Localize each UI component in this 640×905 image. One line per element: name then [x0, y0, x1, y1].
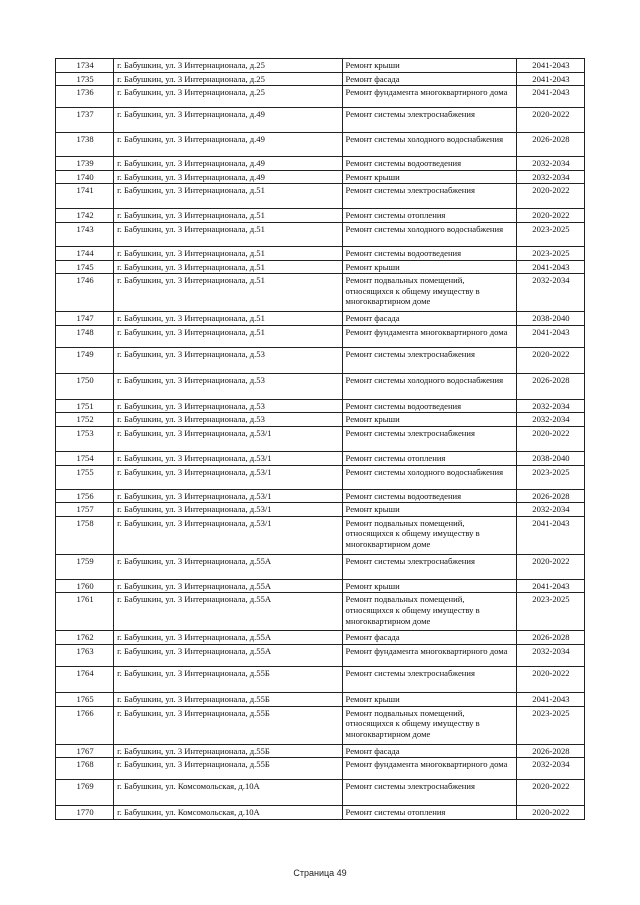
cell-number: 1737: [56, 108, 114, 133]
table-row: [56, 170, 585, 184]
table-row: [56, 157, 585, 171]
cell-work-type: Ремонт фундамента многоквартирного дома: [342, 325, 516, 347]
cell-period: 2023-2025: [516, 706, 584, 744]
cell-work-type: Ремонт фасада: [342, 312, 516, 326]
cell-period: 2032-2034: [516, 399, 584, 413]
cell-address: г. Бабушкин, ул. 3 Интернационала, д.51: [114, 246, 342, 260]
cell-number: 1762: [56, 631, 114, 645]
cell-number: 1735: [56, 72, 114, 86]
table-row: [56, 579, 585, 593]
cell-work-type: Ремонт системы водоотведения: [342, 157, 516, 171]
cell-number: 1755: [56, 465, 114, 489]
cell-address: г. Бабушкин, ул. 3 Интернационала, д.55А: [114, 554, 342, 579]
cell-address: г. Бабушкин, ул. 3 Интернационала, д.53/1: [114, 451, 342, 465]
cell-address: г. Бабушкин, ул. 3 Интернационала, д.55Б: [114, 758, 342, 780]
cell-work-type: Ремонт подвальных помещений, относящихся к общему имуществу в многоквартирном доме: [342, 274, 516, 312]
cell-work-type: Ремонт системы электроснабжения: [342, 108, 516, 133]
cell-work-type: Ремонт крыши: [342, 579, 516, 593]
cell-period: 2041-2043: [516, 325, 584, 347]
cell-period: 2032-2034: [516, 274, 584, 312]
cell-work-type: Ремонт системы отопления: [342, 806, 516, 820]
cell-work-type: Ремонт крыши: [342, 170, 516, 184]
cell-period: 2041-2043: [516, 692, 584, 706]
cell-period: 2020-2022: [516, 666, 584, 692]
cell-period: 2020-2022: [516, 426, 584, 451]
table-row: [56, 373, 585, 399]
cell-number: 1744: [56, 246, 114, 260]
cell-period: 2032-2034: [516, 413, 584, 427]
table-row: [56, 503, 585, 517]
cell-period: 2026-2028: [516, 744, 584, 758]
cell-period: 2020-2022: [516, 184, 584, 209]
table-row: [56, 806, 585, 820]
cell-number: 1753: [56, 426, 114, 451]
cell-number: 1761: [56, 593, 114, 631]
cell-period: 2041-2043: [516, 72, 584, 86]
table-row: [56, 209, 585, 223]
table-row: [56, 274, 585, 312]
cell-work-type: Ремонт системы водоотведения: [342, 489, 516, 503]
cell-work-type: Ремонт системы электроснабжения: [342, 426, 516, 451]
cell-number: 1748: [56, 325, 114, 347]
cell-period: 2041-2043: [516, 516, 584, 554]
cell-number: 1734: [56, 59, 114, 73]
cell-number: 1769: [56, 780, 114, 806]
cell-work-type: Ремонт системы холодного водоснабжения: [342, 133, 516, 157]
cell-address: г. Бабушкин, ул. Комсомольская, д.10А: [114, 780, 342, 806]
cell-period: 2032-2034: [516, 503, 584, 517]
table-row: [56, 465, 585, 489]
cell-period: 2023-2025: [516, 246, 584, 260]
cell-work-type: Ремонт системы водоотведения: [342, 246, 516, 260]
cell-address: г. Бабушкин, ул. 3 Интернационала, д.55А: [114, 593, 342, 631]
cell-address: г. Бабушкин, ул. 3 Интернационала, д.55Б: [114, 706, 342, 744]
cell-number: 1770: [56, 806, 114, 820]
cell-number: 1757: [56, 503, 114, 517]
cell-work-type: Ремонт фундамента многоквартирного дома: [342, 86, 516, 108]
cell-period: 2023-2025: [516, 222, 584, 246]
cell-work-type: Ремонт крыши: [342, 260, 516, 274]
cell-address: г. Бабушкин, ул. 3 Интернационала, д.51: [114, 209, 342, 223]
cell-address: г. Бабушкин, ул. 3 Интернационала, д.55А: [114, 579, 342, 593]
cell-period: 2026-2028: [516, 489, 584, 503]
cell-number: 1745: [56, 260, 114, 274]
cell-work-type: Ремонт крыши: [342, 503, 516, 517]
table-row: [56, 644, 585, 666]
cell-number: 1741: [56, 184, 114, 209]
cell-period: 2032-2034: [516, 644, 584, 666]
cell-address: г. Бабушкин, ул. 3 Интернационала, д.51: [114, 312, 342, 326]
cell-address: г. Бабушкин, ул. 3 Интернационала, д.51: [114, 260, 342, 274]
cell-address: г. Бабушкин, ул. 3 Интернационала, д.25: [114, 86, 342, 108]
cell-address: г. Бабушкин, ул. 3 Интернационала, д.51: [114, 325, 342, 347]
cell-number: 1747: [56, 312, 114, 326]
cell-number: 1743: [56, 222, 114, 246]
table-row: [56, 666, 585, 692]
table-row: [56, 593, 585, 631]
cell-number: 1764: [56, 666, 114, 692]
cell-work-type: Ремонт подвальных помещений, относящихся к общему имуществу в многоквартирном доме: [342, 706, 516, 744]
table-row: [56, 222, 585, 246]
cell-address: г. Бабушкин, ул. 3 Интернационала, д.53/1: [114, 516, 342, 554]
cell-period: 2038-2040: [516, 451, 584, 465]
cell-address: г. Бабушкин, ул. 3 Интернационала, д.53: [114, 347, 342, 373]
cell-work-type: Ремонт системы отопления: [342, 451, 516, 465]
table-row: [56, 347, 585, 373]
table-row: [56, 413, 585, 427]
cell-work-type: Ремонт фасада: [342, 744, 516, 758]
cell-address: г. Бабушкин, ул. 3 Интернационала, д.55Б: [114, 692, 342, 706]
cell-period: 2020-2022: [516, 108, 584, 133]
cell-address: г. Бабушкин, ул. 3 Интернационала, д.53/1: [114, 503, 342, 517]
cell-period: 2026-2028: [516, 631, 584, 645]
cell-period: 2041-2043: [516, 579, 584, 593]
cell-period: 2041-2043: [516, 59, 584, 73]
cell-number: 1763: [56, 644, 114, 666]
table-row: [56, 108, 585, 133]
cell-period: 2041-2043: [516, 260, 584, 274]
table-row: [56, 399, 585, 413]
cell-address: г. Бабушкин, ул. 3 Интернационала, д.55А: [114, 644, 342, 666]
table-row: [56, 631, 585, 645]
cell-period: 2023-2025: [516, 465, 584, 489]
table-row: [56, 86, 585, 108]
cell-number: 1758: [56, 516, 114, 554]
cell-address: г. Бабушкин, ул. 3 Интернационала, д.49: [114, 133, 342, 157]
cell-number: 1749: [56, 347, 114, 373]
cell-number: 1760: [56, 579, 114, 593]
cell-work-type: Ремонт системы электроснабжения: [342, 780, 516, 806]
cell-period: 2026-2028: [516, 373, 584, 399]
cell-period: 2032-2034: [516, 170, 584, 184]
cell-number: 1740: [56, 170, 114, 184]
cell-address: г. Бабушкин, ул. 3 Интернационала, д.53: [114, 399, 342, 413]
cell-address: г. Бабушкин, ул. 3 Интернационала, д.55А: [114, 631, 342, 645]
cell-address: г. Бабушкин, ул. 3 Интернационала, д.49: [114, 108, 342, 133]
cell-number: 1746: [56, 274, 114, 312]
cell-address: г. Бабушкин, ул. 3 Интернационала, д.53: [114, 413, 342, 427]
cell-work-type: Ремонт системы электроснабжения: [342, 666, 516, 692]
cell-work-type: Ремонт крыши: [342, 59, 516, 73]
table-row: [56, 554, 585, 579]
cell-number: 1759: [56, 554, 114, 579]
table-row: [56, 489, 585, 503]
cell-period: 2020-2022: [516, 209, 584, 223]
table-row: [56, 312, 585, 326]
cell-work-type: Ремонт системы холодного водоснабжения: [342, 373, 516, 399]
cell-number: 1736: [56, 86, 114, 108]
cell-work-type: Ремонт фундамента многоквартирного дома: [342, 758, 516, 780]
cell-period: 2032-2034: [516, 758, 584, 780]
cell-work-type: Ремонт системы водоотведения: [342, 399, 516, 413]
cell-number: 1752: [56, 413, 114, 427]
cell-address: г. Бабушкин, ул. 3 Интернационала, д.25: [114, 59, 342, 73]
cell-work-type: Ремонт системы холодного водоснабжения: [342, 222, 516, 246]
cell-period: 2020-2022: [516, 780, 584, 806]
cell-work-type: Ремонт фундамента многоквартирного дома: [342, 644, 516, 666]
cell-address: г. Бабушкин, ул. 3 Интернационала, д.49: [114, 157, 342, 171]
cell-address: г. Бабушкин, ул. 3 Интернационала, д.49: [114, 170, 342, 184]
cell-period: 2032-2034: [516, 157, 584, 171]
cell-period: 2023-2025: [516, 593, 584, 631]
cell-number: 1768: [56, 758, 114, 780]
cell-work-type: Ремонт системы отопления: [342, 209, 516, 223]
cell-number: 1742: [56, 209, 114, 223]
cell-period: 2020-2022: [516, 806, 584, 820]
cell-address: г. Бабушкин, ул. 3 Интернационала, д.53/1: [114, 465, 342, 489]
table-row: [56, 246, 585, 260]
table-row: [56, 184, 585, 209]
cell-address: г. Бабушкин, ул. 3 Интернационала, д.51: [114, 274, 342, 312]
cell-number: 1751: [56, 399, 114, 413]
table-row: [56, 59, 585, 73]
table-row: [56, 325, 585, 347]
table-row: [56, 133, 585, 157]
cell-work-type: Ремонт фасада: [342, 631, 516, 645]
table-row: [56, 706, 585, 744]
cell-address: г. Бабушкин, ул. 3 Интернационала, д.51: [114, 222, 342, 246]
cell-work-type: Ремонт подвальных помещений, относящихся к общему имуществу в многоквартирном доме: [342, 593, 516, 631]
cell-address: г. Бабушкин, ул. 3 Интернационала, д.53/1: [114, 426, 342, 451]
page-footer: Страница 49: [293, 868, 347, 878]
cell-period: 2020-2022: [516, 347, 584, 373]
cell-number: 1738: [56, 133, 114, 157]
table-row: [56, 692, 585, 706]
cell-work-type: Ремонт системы электроснабжения: [342, 347, 516, 373]
table-row: [56, 451, 585, 465]
cell-address: г. Бабушкин, ул. 3 Интернационала, д.53/1: [114, 489, 342, 503]
cell-address: г. Бабушкин, ул. 3 Интернационала, д.55Б: [114, 744, 342, 758]
cell-period: 2038-2040: [516, 312, 584, 326]
cell-work-type: Ремонт подвальных помещений, относящихся к общему имуществу в многоквартирном доме: [342, 516, 516, 554]
cell-number: 1756: [56, 489, 114, 503]
cell-work-type: Ремонт крыши: [342, 413, 516, 427]
table-row: [56, 744, 585, 758]
table-body: [56, 59, 585, 820]
cell-number: 1739: [56, 157, 114, 171]
table-row: [56, 780, 585, 806]
cell-address: г. Бабушкин, ул. 3 Интернационала, д.25: [114, 72, 342, 86]
cell-number: 1766: [56, 706, 114, 744]
cell-number: 1765: [56, 692, 114, 706]
cell-work-type: Ремонт крыши: [342, 692, 516, 706]
cell-address: г. Бабушкин, ул. 3 Интернационала, д.51: [114, 184, 342, 209]
cell-number: 1754: [56, 451, 114, 465]
table-row: [56, 260, 585, 274]
cell-period: 2026-2028: [516, 133, 584, 157]
table-row: [56, 758, 585, 780]
table-row: [56, 516, 585, 554]
cell-work-type: Ремонт системы электроснабжения: [342, 554, 516, 579]
cell-work-type: Ремонт фасада: [342, 72, 516, 86]
cell-number: 1767: [56, 744, 114, 758]
cell-work-type: Ремонт системы холодного водоснабжения: [342, 465, 516, 489]
cell-address: г. Бабушкин, ул. 3 Интернационала, д.55Б: [114, 666, 342, 692]
capital-repair-table: [55, 58, 585, 820]
cell-work-type: Ремонт системы электроснабжения: [342, 184, 516, 209]
cell-number: 1750: [56, 373, 114, 399]
table-row: [56, 426, 585, 451]
cell-address: г. Бабушкин, ул. Комсомольская, д.10А: [114, 806, 342, 820]
cell-address: г. Бабушкин, ул. 3 Интернационала, д.53: [114, 373, 342, 399]
cell-period: 2041-2043: [516, 86, 584, 108]
cell-period: 2020-2022: [516, 554, 584, 579]
table-row: [56, 72, 585, 86]
